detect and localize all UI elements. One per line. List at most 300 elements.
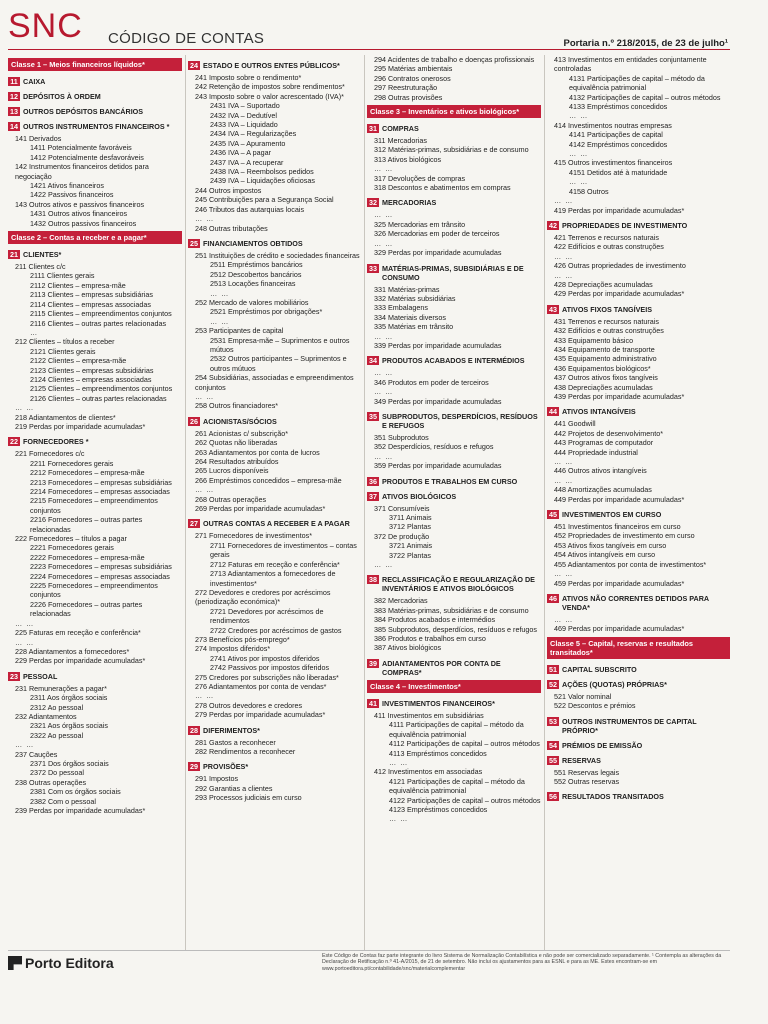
account-row: 273 Benefícios pós-emprego* — [195, 634, 290, 644]
ellipsis-row: … … — [569, 177, 589, 187]
account-row: 269 Perdas por imparidade acumuladas* — [195, 504, 326, 514]
account-number-badge: 28 — [190, 725, 198, 735]
account-row: 438 Depreciações acumuladas — [554, 382, 653, 392]
account-number-badge: 45 — [549, 510, 557, 520]
account-row: 2439 IVA – Liquidações oficiosas — [210, 176, 315, 186]
account-row: 3722 Plantas — [389, 550, 431, 560]
account-row: 444 Propriedade industrial — [554, 447, 638, 457]
account-row: 429 Perdas por imparidade acumuladas* — [554, 289, 685, 299]
account-row: 237 Cauções — [15, 749, 58, 759]
account-row: 521 Valor nominal — [554, 691, 612, 701]
ellipsis-row: … … — [195, 214, 215, 224]
account-number-badge: 26 — [190, 416, 198, 426]
account-title: OUTROS DEPÓSITOS BANCÁRIOS — [23, 107, 144, 116]
account-row: 4151 Detidos até à maturidade — [569, 167, 668, 177]
account-row: 2521 Empréstimos por obrigações* — [210, 307, 323, 317]
account-row: 2113 Clientes – empresas subsidiárias — [30, 290, 153, 300]
account-number-badge: 24 — [190, 61, 198, 70]
account-row: 1421 Ativos financeiros — [30, 181, 104, 191]
account-row: 2224 Fornecedores – empresas associadas — [30, 571, 170, 581]
account-title: FORNECEDORES * — [23, 437, 89, 447]
account-number-badge: 52 — [549, 679, 557, 689]
account-row: 279 Perdas por imparidade acumuladas* — [195, 710, 326, 720]
account-row: 339 Perdas por imparidade acumuladas — [374, 340, 502, 350]
account-row: 266 Empréstimos concedidos – empresa-mãe — [195, 475, 342, 485]
ellipsis-row: … … — [15, 637, 35, 647]
class-heading: Classe 1 – Meios financeiros líquidos* — [8, 58, 182, 71]
account-row: 251 Instituições de crédito e sociedades financeiras — [195, 250, 360, 260]
account-title: ADIANTAMENTOS POR CONTA DE COMPRAS* — [382, 658, 501, 677]
account-row: 246 Tributos das autarquias locais — [195, 204, 305, 214]
account-title: MATÉRIAS-PRIMAS, SUBSIDIÁRIAS E DE CONSUMO — [382, 263, 524, 282]
column-divider — [544, 55, 545, 950]
account-heading — [188, 762, 362, 771]
account-row: 2124 Clientes – empresas associadas — [30, 374, 152, 384]
ellipsis-row: … … — [554, 251, 574, 261]
account-heading — [547, 305, 730, 314]
account-row: 2372 Do pessoal — [30, 768, 84, 778]
account-heading — [367, 659, 541, 677]
page-header — [8, 4, 730, 50]
ellipsis-row: … … — [554, 196, 574, 206]
account-row: 2532 Outros participantes – Suprimentos e outros mútuos — [210, 354, 347, 373]
account-row: 414 Investimentos noutras empresas — [554, 120, 672, 130]
account-row: 272 Devedores e credores por acréscimos (periodização económica)* — [195, 587, 331, 607]
account-row: 552 Outras reservas — [554, 776, 620, 786]
account-row: 2711 Fornecedores de investimentos – contas gerais — [210, 540, 357, 560]
account-row: 258 Outros financiadores* — [195, 401, 279, 411]
account-row: 371 Consumíveis — [374, 503, 430, 513]
account-row: 211 Clientes c/c — [15, 262, 66, 272]
ellipsis-row: … … — [374, 238, 394, 248]
account-heading — [367, 575, 541, 593]
account-heading — [367, 412, 541, 430]
account-row: 1431 Outros ativos financeiros — [30, 209, 128, 219]
account-heading — [8, 77, 182, 86]
account-row: 313 Ativos biológicos — [374, 154, 442, 164]
account-row: 4121 Participações de capital – método da equivalência patrimonial — [389, 776, 525, 796]
document-title: SNC — [8, 7, 83, 45]
account-row: 243 Imposto sobre o valor acrescentado (IVA)* — [195, 91, 344, 101]
publisher-logo: Porto Editora — [8, 955, 114, 971]
ellipsis-row: … … — [374, 331, 394, 341]
account-row: 232 Adiantamentos — [15, 711, 77, 721]
account-row: 2437 IVA – A recuperar — [210, 157, 284, 167]
account-number-badge: 34 — [369, 356, 377, 366]
account-row: 278 Outros devedores e credores — [195, 700, 303, 710]
account-heading — [367, 356, 541, 365]
ellipsis-row: … … — [210, 316, 230, 326]
account-number-badge: 41 — [369, 698, 377, 708]
account-row: 2116 Clientes – outras partes relacionadas — [30, 318, 167, 328]
account-title: PROVISÕES* — [203, 762, 249, 772]
account-title: CAPITAL SUBSCRITO — [562, 664, 637, 674]
porto-editora-logo-icon — [8, 956, 22, 970]
account-row: 3721 Animais — [389, 541, 433, 551]
account-row: 276 Adiantamentos por conta de vendas* — [195, 681, 327, 691]
account-number-badge: 13 — [10, 107, 18, 116]
account-row: 262 Quotas não liberadas — [195, 438, 278, 448]
account-title: OUTROS INSTRUMENTOS DE CAPITAL PRÓPRIO* — [562, 716, 697, 735]
class-heading: Classe 2 – Contas a receber e a pagar* — [8, 231, 182, 244]
account-number-badge: 43 — [549, 304, 557, 314]
account-row: 291 Impostos — [195, 774, 239, 784]
account-row: 2225 Fornecedores – empreendimentos conjuntos — [30, 581, 158, 600]
account-row: 293 Processos judiciais em curso — [195, 793, 302, 803]
account-row: 142 Instrumentos financeiros detidos para negociação — [15, 162, 149, 181]
account-row: 4131 Participações de capital – método da equivalência patrimonial — [569, 73, 705, 93]
account-row: 2513 Locações financeiras — [210, 279, 296, 289]
account-row: 264 Resultados atribuídos — [195, 457, 279, 467]
account-row: 329 Perdas por imparidade acumuladas — [374, 248, 502, 258]
account-row: 228 Adiantamentos a fornecedores* — [15, 646, 130, 656]
account-title: ATIVOS INTANGÍVEIS — [562, 407, 636, 417]
account-title: PESSOAL — [23, 671, 58, 681]
account-row: 1412 Potencialmente desfavoráveis — [30, 152, 144, 162]
account-number-badge: 12 — [10, 92, 18, 101]
account-row: 382 Mercadorias — [374, 596, 428, 606]
account-row: 2432 IVA – Dedutível — [210, 110, 277, 120]
account-row: 143 Outros ativos e passivos financeiros — [15, 199, 145, 209]
account-title: OUTRAS CONTAS A RECEBER E A PAGAR — [203, 519, 350, 529]
account-row: 2215 Fornecedores – empreendimentos conjuntos — [30, 496, 158, 515]
account-heading — [547, 792, 730, 801]
account-row: 2381 Com os órgãos sociais — [30, 787, 121, 797]
account-number-badge: 46 — [549, 593, 557, 603]
account-row: 2211 Fornecedores gerais — [30, 458, 114, 468]
account-row: 4142 Empréstimos concedidos — [569, 139, 668, 149]
account-heading — [547, 221, 730, 230]
account-number-badge: 39 — [369, 658, 377, 668]
account-number-badge: 27 — [190, 519, 198, 529]
ellipsis-row: … … — [15, 403, 35, 413]
account-row: 2122 Clientes – empresa-mãe — [30, 356, 127, 366]
ellipsis-row: … … — [374, 387, 394, 397]
account-row: 2114 Clientes – empresas associadas — [30, 299, 151, 309]
account-row: 221 Fornecedores c/c — [15, 449, 85, 459]
account-heading — [367, 492, 541, 501]
account-row: 239 Perdas por imparidade acumuladas* — [15, 806, 146, 815]
account-number-badge: 22 — [10, 437, 18, 447]
account-row: 452 Propriedades de investimento em curso — [554, 531, 695, 541]
account-row: 387 Ativos biológicos — [374, 643, 442, 653]
account-row: 2531 Empresa-mãe – Suprimentos e outros mútuos — [210, 335, 350, 354]
column-divider — [364, 55, 365, 950]
account-row: 4132 Participações de capital – outros métodos — [569, 92, 721, 102]
ellipsis-row: … … — [554, 270, 574, 280]
account-row: 4141 Participações de capital — [569, 130, 663, 140]
account-number-badge: 38 — [369, 575, 377, 585]
account-row: 141 Derivados — [15, 134, 62, 143]
account-number-badge: 25 — [190, 238, 198, 248]
ellipsis-row: … … — [195, 392, 215, 401]
ellipsis-row: … … — [15, 740, 35, 750]
ellipsis-row: … … — [195, 485, 215, 495]
account-row: 274 Impostos diferidos* — [195, 644, 271, 654]
account-row: 2214 Fornecedores – empresas associadas — [30, 487, 170, 496]
account-row: 2312 Ao pessoal — [30, 702, 84, 712]
account-row: 335 Matérias em trânsito — [374, 322, 454, 332]
account-title: PRODUTOS ACABADOS E INTERMÉDIOS — [382, 356, 525, 366]
account-title: DEPÓSITOS À ORDEM — [23, 92, 101, 101]
account-row: 435 Equipamento administrativo — [554, 354, 657, 364]
account-row: 318 Descontos e abatimentos em compras — [374, 183, 511, 193]
account-row: 412 Investimentos em associadas — [374, 767, 483, 777]
account-row: 349 Perdas por imparidade acumuladas — [374, 396, 502, 406]
ellipsis-row: … … — [389, 757, 409, 767]
account-row: 419 Perdas por imparidade acumuladas* — [554, 205, 685, 215]
portaria-reference: Portaria n.º 218/2015, de 23 de julho¹ — [563, 38, 728, 49]
account-row: 2121 Clientes gerais — [30, 346, 96, 356]
account-row: 551 Reservas legais — [554, 767, 620, 777]
ellipsis-row: … … — [554, 569, 574, 579]
account-row: 295 Matérias ambientais — [374, 64, 453, 74]
account-row: 2123 Clientes – empresas subsidiárias — [30, 365, 154, 375]
account-row: 415 Outros investimentos financeiros — [554, 158, 673, 168]
account-row: 231 Remunerações a pagar* — [15, 683, 107, 693]
account-row: 455 Adiantamentos por conta de investimentos* — [554, 559, 707, 569]
account-row: 2213 Fornecedores – empresas subsidiárias — [30, 477, 172, 487]
account-title: CAIXA — [23, 77, 46, 86]
column-2 — [188, 55, 362, 803]
account-title: OUTROS INSTRUMENTOS FINANCEIROS * — [23, 122, 170, 131]
account-row: 268 Outras operações — [195, 494, 267, 504]
account-row: 2221 Fornecedores gerais — [30, 543, 114, 553]
account-row: 4158 Outros — [569, 186, 609, 196]
account-row: 2322 Ao pessoal — [30, 730, 84, 740]
account-heading — [8, 250, 182, 259]
account-title: PRÉMIOS DE EMISSÃO — [562, 740, 643, 750]
account-heading — [8, 672, 182, 681]
account-number-badge: 37 — [369, 491, 377, 501]
ellipsis-row: … … — [195, 691, 215, 701]
footnote: Este Código de Contas faz parte integrante do livro Sistema de Normalização Contabilística e não pode ser comercializado separadamente. ¹ Contempla as alterações da Declaração de Retificação n.º 41-A/2015, de 21 de setembro. Não inclui os ajustamentos para as ESNL e para as ME. Estes encontram-se em www.portoeditora.pt/contabilidade/snc/materialcomplementar — [322, 953, 722, 972]
account-row: 252 Mercado de valores mobiliários — [195, 297, 309, 307]
account-heading — [367, 699, 541, 708]
account-row: 451 Investimentos financeiros em curso — [554, 522, 681, 532]
account-title: MERCADORIAS — [382, 198, 437, 208]
account-row: 446 Outros ativos intangíveis — [554, 466, 647, 476]
account-row: 219 Perdas por imparidade acumuladas* — [15, 421, 146, 431]
ellipsis-row: … … — [374, 560, 394, 570]
account-number-badge: 51 — [549, 664, 557, 674]
account-title: AÇÕES (QUOTAS) PRÓPRIAS* — [562, 679, 667, 689]
account-row: 2223 Fornecedores – empresas subsidiárias — [30, 562, 172, 572]
account-row: 4133 Empréstimos concedidos — [569, 102, 668, 112]
account-row: 254 Subsidiárias, associadas e empreendimentos conjuntos — [195, 373, 354, 392]
account-row: 383 Matérias-primas, subsidiárias e de consumo — [374, 605, 529, 615]
account-title: INVESTIMENTOS EM CURSO — [562, 510, 662, 520]
account-row: 2321 Aos órgãos sociais — [30, 721, 108, 731]
document-subtitle: CÓDIGO DE CONTAS — [108, 30, 265, 47]
account-title: SUBPRODUTOS, DESPERDÍCIOS, RESÍDUOS E REFUGOS — [382, 411, 538, 430]
account-number-badge: 54 — [549, 740, 557, 750]
account-heading — [547, 510, 730, 519]
account-row: 2222 Fornecedores – empresa-mãe — [30, 552, 145, 562]
account-title: RECLASSIFICAÇÃO E REGULARIZAÇÃO DE INVENTÁRIOS E ATIVOS BIOLÓGICOS — [382, 575, 535, 594]
account-number-badge: 42 — [549, 220, 557, 230]
account-row: 386 Produtos e trabalhos em curso — [374, 634, 486, 644]
account-row: 326 Mercadorias em poder de terceiros — [374, 229, 500, 239]
ellipsis-row: … … — [569, 149, 589, 159]
account-heading — [367, 198, 541, 207]
ellipsis-row: … … — [374, 164, 394, 174]
account-title: ACIONISTAS/SÓCIOS — [203, 416, 277, 426]
account-row: 253 Participantes de capital — [195, 326, 284, 336]
account-row: 242 Retenção de impostos sobre rendimentos* — [195, 82, 345, 92]
account-row: 426 Outras propriedades de investimento — [554, 261, 686, 271]
account-row: 454 Ativos intangíveis em curso — [554, 550, 656, 560]
account-heading — [8, 437, 182, 446]
account-row: 229 Perdas por imparidade acumuladas* — [15, 656, 146, 666]
ellipsis-row: … … — [569, 111, 589, 121]
column-3 — [367, 55, 541, 824]
account-heading — [8, 122, 182, 131]
account-heading — [547, 717, 730, 735]
account-row: 3712 Plantas — [389, 522, 431, 532]
account-row: 292 Garantias a clientes — [195, 783, 273, 793]
account-heading — [188, 726, 362, 735]
account-row: 2112 Clientes – empresa-mãe — [30, 280, 126, 290]
account-row: 411 Investimentos em subsidiárias — [374, 710, 484, 720]
account-title: FINANCIAMENTOS OBTIDOS — [203, 238, 303, 248]
account-heading — [367, 477, 541, 486]
account-row: 271 Fornecedores de investimentos* — [195, 531, 313, 541]
account-row: 2712 Faturas em receção e conferência* — [210, 559, 340, 569]
account-row: 2742 Passivos por impostos diferidos — [210, 663, 330, 673]
ellipsis-row: … … — [554, 614, 574, 624]
account-row: 2713 Adiantamentos a fornecedores de investimentos* — [210, 569, 336, 588]
account-heading — [188, 239, 362, 248]
account-row: 359 Perdas por imparidade acumuladas — [374, 461, 502, 471]
account-number-badge: 53 — [549, 716, 557, 726]
account-title: ESTADO E OUTROS ENTES PÚBLICOS* — [203, 61, 340, 70]
account-row: 212 Clientes – títulos a receber — [15, 337, 115, 347]
account-title: PRODUTOS E TRABALHOS EM CURSO — [382, 476, 518, 486]
account-row: 432 Edifícios e outras construções — [554, 326, 664, 336]
account-number-badge: 23 — [10, 671, 18, 681]
account-row: 434 Equipamento de transporte — [554, 344, 655, 354]
account-row: 441 Goodwill — [554, 419, 596, 429]
account-row: 413 Investimentos em entidades conjuntamente controladas — [554, 55, 707, 74]
account-row: 422 Edifícios e outras construções — [554, 242, 664, 252]
account-title: CLIENTES* — [23, 250, 62, 260]
account-row: 351 Subprodutos — [374, 432, 429, 442]
account-row: 297 Reestruturação — [374, 83, 438, 93]
account-row: 2216 Fornecedores – outras partes relacionadas — [30, 515, 143, 534]
account-number-badge: 31 — [369, 124, 377, 134]
ellipsis-row: … … — [554, 475, 574, 485]
account-row: 2721 Devedores por acréscimos de rendimentos — [210, 606, 324, 626]
account-number-badge: 33 — [369, 263, 377, 273]
ellipsis-row: … … — [389, 814, 409, 824]
account-row: 522 Descontos e prémios — [554, 701, 636, 711]
class-heading: Classe 5 – Capital, reservas e resultados transitados* — [547, 637, 730, 659]
account-row: 428 Depreciações acumuladas — [554, 279, 653, 289]
account-row: 439 Perdas por imparidade acumuladas* — [554, 392, 685, 401]
account-number-badge: 44 — [549, 407, 557, 417]
account-row: 1422 Passivos financeiros — [30, 190, 114, 200]
account-heading — [188, 519, 362, 528]
account-heading — [188, 417, 362, 426]
account-row: 2436 IVA – A pagar — [210, 148, 272, 158]
account-row: 2382 Com o pessoal — [30, 796, 96, 806]
account-row: 2511 Empréstimos bancários — [210, 260, 303, 270]
account-title: PROPRIEDADES DE INVESTIMENTO — [562, 220, 688, 230]
account-title: RESULTADOS TRANSITADOS — [562, 792, 664, 802]
account-title: ATIVOS BIOLÓGICOS — [382, 491, 457, 501]
account-heading — [547, 594, 730, 612]
account-row: 282 Rendimentos a reconhecer — [195, 747, 296, 756]
account-row: 469 Perdas por imparidade acumuladas* — [554, 624, 685, 634]
account-row: 2371 Dos órgãos sociais — [30, 758, 109, 768]
account-row: 2512 Descobertos bancários — [210, 269, 302, 279]
account-row: 1432 Outros passivos financeiros — [30, 218, 137, 228]
account-row: 385 Subprodutos, desperdícios, resíduos e refugos — [374, 624, 538, 634]
account-row: 3711 Animais — [389, 513, 432, 522]
account-heading — [547, 407, 730, 416]
account-row: 298 Outras provisões — [374, 92, 443, 102]
account-row: 384 Produtos acabados e intermédios — [374, 615, 496, 625]
account-number-badge: 11 — [8, 77, 20, 86]
account-row: 2212 Fornecedores – empresa-mãe — [30, 468, 145, 478]
account-row: 2311 Aos órgãos sociais — [30, 693, 108, 703]
account-row: 436 Equipamentos biológicos* — [554, 363, 651, 373]
ellipsis-row: … … — [554, 457, 574, 467]
account-row: 4112 Participações de capital – outros métodos — [389, 739, 540, 749]
account-row: 275 Credores por subscrições não liberadas* — [195, 672, 339, 682]
page-footer — [8, 950, 730, 974]
account-title: ATIVOS NÃO CORRENTES DETIDOS PARA VENDA* — [562, 593, 709, 612]
account-number-badge: 29 — [190, 762, 198, 772]
account-number-badge: 35 — [369, 411, 377, 421]
account-row: 4111 Participações de capital – método da equivalência patrimonial — [389, 720, 524, 739]
account-number-badge: 21 — [10, 250, 18, 260]
account-title: DIFERIMENTOS* — [203, 725, 260, 735]
account-row: 2434 IVA – Regularizações — [210, 129, 297, 139]
account-row: 443 Programas de computador — [554, 438, 654, 448]
account-title: RESERVAS — [562, 755, 601, 765]
account-number-badge: 56 — [549, 792, 557, 802]
account-heading — [547, 741, 730, 750]
account-row: 296 Contratos onerosos — [374, 73, 451, 83]
class-heading: Classe 3 – Inventários e ativos biológicos* — [367, 105, 541, 118]
account-row: 238 Outras operações — [15, 777, 87, 787]
account-row: 265 Lucros disponíveis — [195, 466, 269, 476]
column-1 — [8, 55, 182, 815]
account-row: 2126 Clientes – outras partes relacionadas — [30, 393, 167, 403]
account-title: ATIVOS FIXOS TANGÍVEIS — [562, 304, 652, 314]
account-title: INVESTIMENTOS FINANCEIROS* — [382, 698, 495, 708]
account-row: 263 Adiantamentos por conta de lucros — [195, 447, 320, 457]
ellipsis-row: … — [30, 327, 39, 337]
account-row: 222 Fornecedores – títulos a pagar — [15, 534, 127, 544]
account-row: 294 Acidentes de trabalho e doenças profissionais — [374, 55, 535, 64]
account-row: 332 Matérias subsidiárias — [374, 293, 456, 303]
account-row: 2111 Clientes gerais — [30, 271, 95, 281]
account-row: 4122 Participações de capital – outros métodos — [389, 795, 541, 805]
account-row: 331 Matérias-primas — [374, 284, 440, 294]
account-row: 433 Equipamento básico — [554, 335, 634, 345]
account-row: 442 Projetos de desenvolvimento* — [554, 428, 664, 438]
account-row: 437 Outros ativos fixos tangíveis — [554, 373, 658, 383]
account-row: 372 De produção — [374, 531, 430, 541]
account-heading — [8, 92, 182, 101]
account-row: 241 Imposto sobre o rendimento* — [195, 73, 302, 82]
account-row: 312 Matérias-primas, subsidiárias e de consumo — [374, 145, 529, 155]
account-heading — [547, 680, 730, 689]
account-number-badge: 55 — [549, 755, 557, 765]
